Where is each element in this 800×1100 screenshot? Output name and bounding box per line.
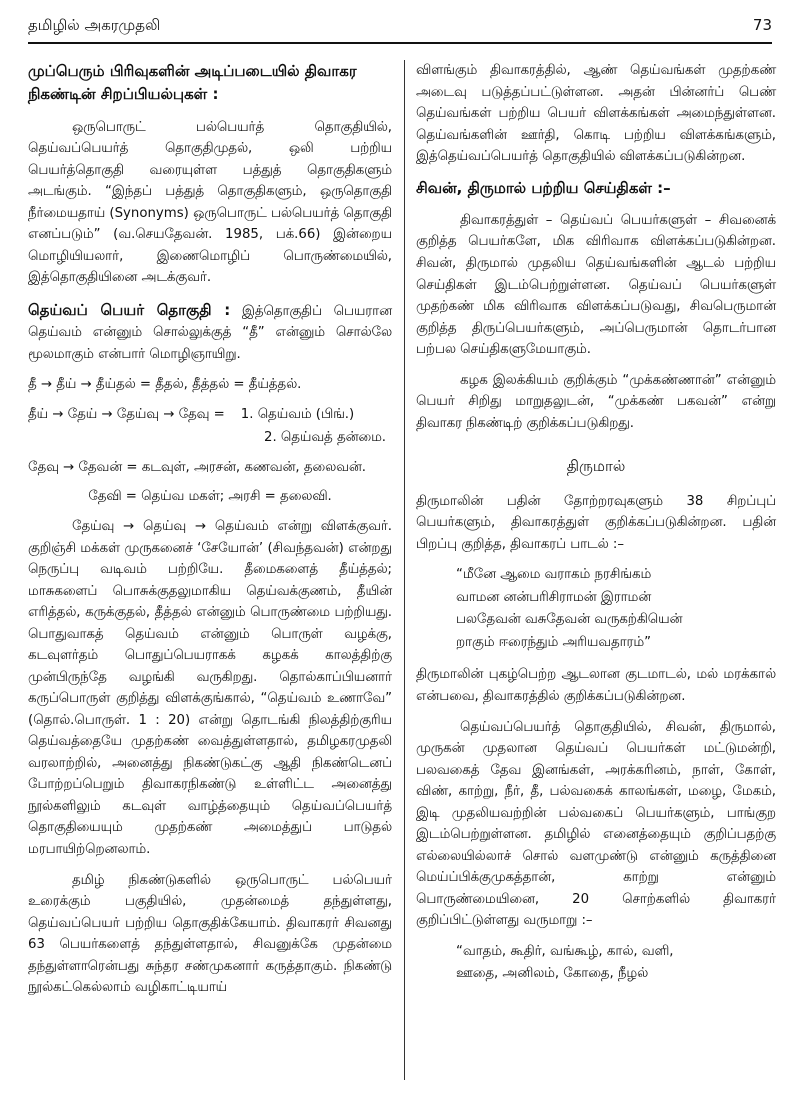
verse-line: ஊதை, அனிலம், கோதை, நீழல் [456, 966, 649, 982]
verse-line: “வாதம், கூதிர், வங்கூழ், கால், வளி, [456, 943, 674, 959]
verse-line: “மீனே ஆமை வராகம் நரசிங்கம் [456, 567, 652, 583]
verse-line: றாகும் ஈரைந்தும் அரியவதாரம்” [456, 634, 652, 650]
paragraph: ஒருபொருட் பல்பெயர்த் தொகுதியில், தெய்வப்பெயர்த் தொகுதிமுதல், ஒலி பற்றிய பெயர்த்தொகுதி வரையுள்ள பத்துத் தொகுதிகளும் அடங்கும். “இந்தப் பத்துத் தொகுதிகளும், ஒருதொகுதி நீர்மையதாய் (Synonyms) ஒருபொருட் பல்பெயர்த் தொகுதி எனப்படும்” (வ.செயதேவன். 1985, பக்.66) இன்றைய மொழியியலார், இணைமொழிப் பொருண்மையில், இத்தொகுதியினை அடக்குவர். [28, 119, 392, 286]
derivation-line: தீ → தீய் → தீய்தல் = தீதல், தீத்தல் = தீய்த்தல். [28, 377, 302, 393]
verse [456, 941, 776, 986]
subheading: தெய்வப் பெயர் தொகுதி : [28, 300, 231, 319]
section-heading: சிவன், திருமால் பற்றிய செய்திகள் :– [416, 178, 671, 197]
paragraph: தேய்வு → தெய்வு → தெய்வம் என்று விளக்குவர். குறிஞ்சி மக்கள் முருகனைச் ‘சேயோன்’ (சிவந்தவன்) என்றது நெருப்பு வடிவம் பற்றியே. தீமைகளைத் தீய்த்தல்; மாசுகளைப் பொசுக்குதலுமாகிய தெய்வக்குணம், தீயின் எரித்தல், கருக்குதல், தீத்தல் என்னும் பொருண்மை பற்றியது. பொதுவாகத் தெய்வம் என்னும் பொருள் வழக்கு, கடவுளர்தம் பொதுப்பெயராகக் கழகக் காலத்திற்கு முன்பிருந்தே வழங்கி வருகிறது. தொல்காப்பியனார் கருப்பொருள் குறித்து விளக்குங்கால், “தெய்வம் உணாவே” (தொல்.பொருள். 1 : 20) என்று தொடங்கி நிலத்திற்குரிய தெய்வத்தையே முதற்கண் வைத்துள்ளதால், தமிழகரமுதலி வரலாற்றில், அனைத்து நிகண்டுகட்கு ஆதி நிகண்டெனப் போற்றப்பெறும் திவாகரநிகண்டு உள்ளிட்ட அனைத்து நூல்களிலும் கடவுள் வாழ்த்தையும் தெய்வப்பெயர்த் தொகுதியையும் முதற்கண் அமைத்துப் பாடுதல் மரபாயிற்றெனலாம். [28, 519, 392, 857]
page-number: 73 [752, 16, 772, 34]
paragraph-with-subheading [28, 298, 392, 366]
derivation-chain: தீய் → தேய் → தேய்வு → தேவு = [28, 406, 225, 422]
page-header [28, 12, 772, 44]
derivation-meaning: 1. தெய்வம் (பிங்.) [240, 406, 355, 422]
verse-line: பலதேவன் வசுதேவன் வருகற்கியென் [456, 612, 683, 628]
left-column [28, 60, 392, 1008]
derivation-line [28, 404, 392, 426]
paragraph: திருமாலின் பதின் தோற்றரவுகளும் 38 சிறப்புப் பெயர்களும், திவாகரத்துள் குறிக்கப்படுகின்றன. பதின் பிறப்பு குறித்த, திவாகரப் பாடல் :– [416, 493, 776, 552]
verse-line: வாமன னன்பரிசிராமன் இராமன் [456, 589, 652, 605]
paragraph: விளங்கும் திவாகரத்தில், ஆண் தெய்வங்கள் முதற்கண் அடைவு படுத்தப்பட்டுள்ளன. அதன் பின்னர்ப் பெண் தெய்வங்கள் பற்றிய பெயர் விளக்கங்கள் அமைந்துள்ளன. தெய்வங்களின் ஊர்தி, கொடி பற்றிய விளக்கங்களும், இத்தெய்வப்பெயர்த் தொகுதியில் விளக்கப்படுகின்றன. [416, 63, 776, 165]
section-heading: முப்பெரும் பிரிவுகளின் அடிப்படையில் திவாகர நிகண்டின் சிறப்பியல்புகள் : [28, 62, 357, 104]
paragraph: தெய்வப்பெயர்த் தொகுதியில், சிவன், திருமால், முருகன் முதலான தெய்வப் பெயர்கள் மட்டுமன்றி, பலவகைத் தேவ இனங்கள், அரக்கரினம், நாள், கோள், விண், காற்று, நீர், தீ, பல்வகைக் காலங்கள், மழை, மேகம், இடி முதலியவற்றின் பல்வகைப் பெயர்களும், பாங்குற இடம்பெற்றுள்ளன. தமிழில் எனைத்தையும் குறிப்பதற்கு எல்லையில்லாச் சொல் வளமுண்டு என்னும் கருத்தினை மெய்ப்பிக்குமுகத்தான், காற்று என்னும் பொருண்மையினை, 20 சொற்களில் திவாகரர் குறிப்பிட்டுள்ளது வருமாறு :– [416, 719, 776, 929]
verse [456, 564, 776, 654]
paragraph: திவாகரத்துள் – தெய்வப் பெயர்களுள் – சிவனைக் குறித்த பெயர்களே, மிக விரிவாக விளக்கப்படுகின்றன. சிவன், திருமால் முதலிய தெய்வங்களின் ஆடல் பற்றிய செய்திகள் இடம்பெற்றுள்ளன. தெய்வப் பெயர்களுள் முதற்கண் மிக விரிவாக விளக்கப்படுவது, சிவபெருமான் குறித்த திருப்பெயர்களும், அப்பெருமான் தொடர்பான பற்பல செய்திகளுமேயாகும். [416, 212, 776, 358]
book-title: தமிழில் அகரமுதலி [28, 16, 161, 34]
right-column [416, 60, 776, 996]
derivation-meaning: 2. தெய்வத் தன்மை. [264, 430, 387, 446]
section-title: திருமால் [566, 457, 626, 476]
derivation-line: தேவு → தேவன் = கடவுள், அரசன், கணவன், தலைவன். [28, 459, 366, 475]
derivation-line: தேவி = தெய்வ மகள்; அரசி = தலைவி. [88, 489, 332, 505]
paragraph: தமிழ் நிகண்டுகளில் ஒருபொருட் பல்பெயர் உரைக்கும் பகுதியில், முதன்மைத் தந்துள்ளது, தெய்வப்பெயர் பற்றிய தொகுதிக்கேயாம். திவாகரர் சிவனது 63 பெயர்களைத் தந்துள்ளதால், சிவனுக்கே முதன்மை தந்துள்ளாரென்பது சுந்தர சண்முகனார் கருத்தாகும். நிகண்டு நூல்கட்கெல்லாம் வழிகாட்டியாய் [28, 872, 392, 996]
paragraph: திருமாலின் புகழ்பெற்ற ஆடலான குடமாடல், மல் மரக்கால் என்பவை, திவாகரத்தில் குறிக்கப்படுகின்றன. [416, 667, 776, 705]
paragraph: கழக இலக்கியம் குறிக்கும் “முக்கண்ணான்” என்னும் பெயர் சிறிது மாறுதலுடன், “முக்கண் பகவன்” என்று திவாகர நிகண்டிற் குறிக்கப்படுகிறது. [416, 372, 776, 431]
paragraph-text: இத்தொகுதிப் பெயரான தெய்வம் என்னும் சொல்லுக்குத் “தீ” என்னும் சொல்லே மூலமாகும் என்பார் மொழிஞாயிறு. [28, 303, 393, 362]
column-divider [404, 60, 405, 1080]
